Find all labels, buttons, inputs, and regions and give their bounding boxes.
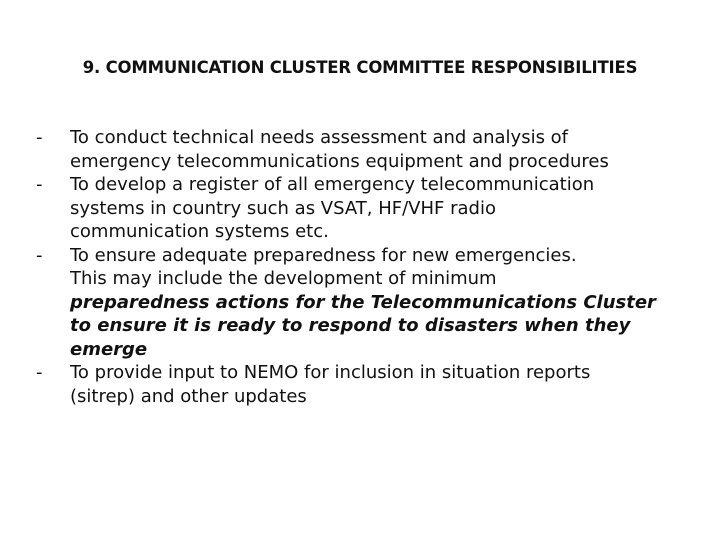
bullet-text-line: communication systems etc. xyxy=(70,221,329,242)
bullet-text-line: This may include the development of minimum xyxy=(70,268,497,289)
list-item xyxy=(36,173,696,244)
list-item xyxy=(36,244,696,362)
bullet-text-line: To conduct technical needs assessment and analysis of xyxy=(70,127,569,148)
bullet-dash: - xyxy=(36,244,43,266)
bullet-text-line: (sitrep) and other updates xyxy=(70,385,307,407)
list-item xyxy=(36,361,696,408)
bullet-dash: - xyxy=(36,174,43,195)
slide-title: 9. COMMUNICATION CLUSTER COMMITTEE RESPONSIBILITIES xyxy=(82,58,638,77)
bullet-emphasis-line: emerge xyxy=(70,338,148,360)
responsibilities-list xyxy=(36,126,696,408)
bullet-dash: - xyxy=(36,362,43,383)
bullet-dash: - xyxy=(36,127,43,148)
bullet-text-line: To develop a register of all emergency telecommunication xyxy=(70,174,595,195)
bullet-emphasis-line: to ensure it is ready to respond to disasters when they xyxy=(70,315,631,336)
bullet-text-line: systems in country such as VSAT, HF/VHF radio xyxy=(70,197,496,219)
bullet-text-line: To provide input to NEMO for inclusion in situation reports xyxy=(70,362,591,383)
bullet-text-line: emergency telecommunications equipment and procedures xyxy=(70,150,609,172)
bullet-text-line: To ensure adequate preparedness for new emergencies. xyxy=(70,244,577,266)
list-item xyxy=(36,126,696,173)
bullet-emphasis-line: preparedness actions for the Telecommunications Cluster xyxy=(70,291,656,313)
